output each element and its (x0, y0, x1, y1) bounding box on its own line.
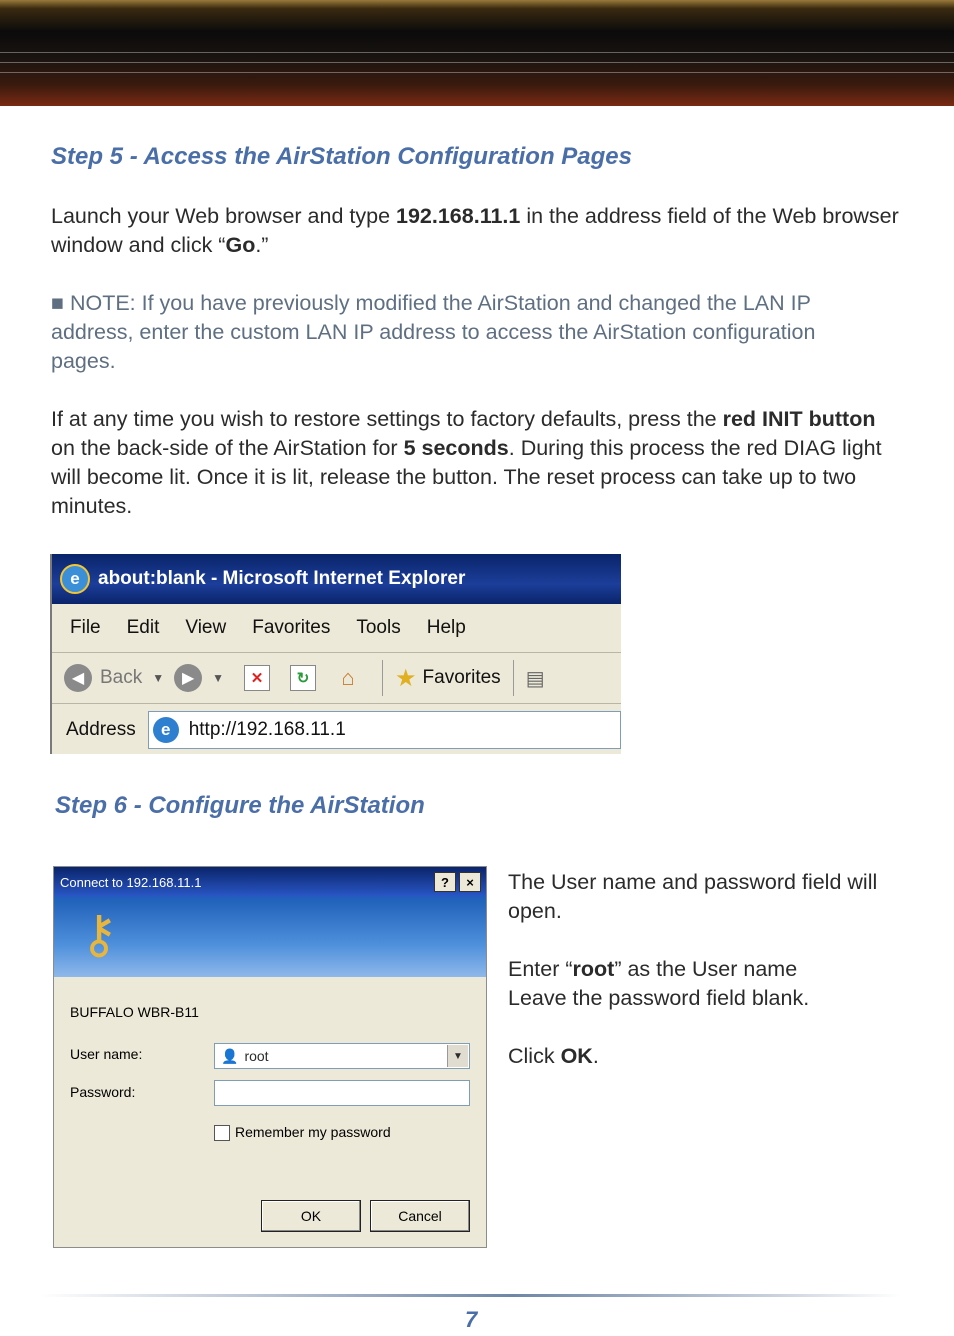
star-icon[interactable]: ★ (395, 664, 417, 692)
ok-word: OK (560, 1044, 593, 1068)
text: ” as the User name (614, 957, 798, 981)
note-paragraph: ■ NOTE: If you have previously modified the AirStation and changed the LAN IP address, enter the custom LAN IP address to access the AirStation configuration pages. (51, 291, 816, 373)
step5-paragraph-2 (51, 405, 896, 521)
menu-edit[interactable]: Edit (126, 617, 160, 638)
dialog-title-bar (54, 867, 486, 897)
ok-button[interactable]: OK (261, 1200, 361, 1232)
refresh-icon[interactable]: ↻ (290, 665, 316, 691)
root-word: root (572, 957, 615, 981)
step6-heading: Step 6 - Configure the AirStation (55, 792, 425, 819)
footer-rule (40, 1294, 900, 1297)
menu-view[interactable]: View (185, 617, 227, 638)
close-button[interactable]: × (459, 872, 481, 892)
menu-tools[interactable]: Tools (356, 617, 401, 638)
help-button[interactable]: ? (434, 872, 456, 892)
address-input[interactable] (148, 711, 621, 749)
ip-address: 192.168.11.1 (396, 204, 521, 228)
password-label: Password: (70, 1084, 136, 1100)
menu-favorites[interactable]: Favorites (252, 617, 331, 638)
home-icon[interactable]: ⌂ (341, 665, 355, 690)
ie-logo-icon: e (60, 564, 90, 594)
init-button-text: red INIT button (722, 407, 876, 431)
step6-instructions-1: The User name and password field will open. (508, 870, 878, 923)
device-name: BUFFALO WBR-B11 (70, 1004, 199, 1020)
step6-instructions-4 (508, 1042, 928, 1071)
seconds-text: 5 seconds (403, 436, 509, 460)
text: . (592, 1044, 599, 1068)
user-icon: 👤 (221, 1047, 239, 1064)
chevron-down-icon[interactable]: ▼ (212, 671, 225, 685)
media-icon[interactable]: ▤ (525, 667, 545, 690)
login-dialog (53, 866, 487, 1248)
text: . During this process the red DIAG light will become lit. Once it is lit, release the button. The reset process can take up to two minutes. (51, 436, 882, 518)
keys-icon: ⚷ (80, 906, 119, 964)
text: Click (508, 1044, 561, 1068)
user-name-value: root (244, 1048, 269, 1064)
text: Enter “ (508, 957, 573, 981)
toolbar-divider (382, 660, 383, 696)
menu-file[interactable]: File (70, 617, 101, 638)
step5-paragraph-1 (51, 202, 901, 260)
remember-checkbox[interactable] (214, 1125, 230, 1141)
cancel-button[interactable]: Cancel (370, 1200, 470, 1232)
toolbar-divider (513, 660, 514, 696)
browser-menu-bar (52, 604, 621, 653)
forward-arrow-icon[interactable]: ▶ (174, 664, 202, 692)
step6-instructions-3: Leave the password field blank. (508, 986, 810, 1010)
chevron-down-icon[interactable]: ▼ (152, 671, 165, 685)
remember-label: Remember my password (235, 1124, 391, 1140)
favorites-button[interactable]: Favorites (422, 667, 501, 688)
back-arrow-icon[interactable]: ◀ (64, 664, 92, 692)
back-button[interactable]: Back (100, 667, 143, 688)
password-field[interactable] (214, 1080, 470, 1106)
ie-page-icon: e (153, 717, 179, 743)
browser-title: about:blank - Microsoft Internet Explorer (98, 568, 466, 589)
text: on the back-side of the AirStation for (51, 436, 404, 460)
step5-heading: Step 5 - Access the AirStation Configuration Pages (51, 143, 632, 170)
step6-instructions-2 (508, 955, 928, 984)
dialog-banner (54, 897, 486, 977)
user-name-field[interactable] (214, 1043, 470, 1069)
text: Launch your Web browser and type (51, 204, 396, 228)
menu-help[interactable]: Help (426, 617, 466, 638)
page-number: 7 (465, 1307, 478, 1332)
go-word: Go (225, 233, 256, 257)
chevron-down-icon[interactable]: ▼ (447, 1045, 468, 1067)
browser-title-bar (52, 554, 621, 604)
browser-toolbar (52, 653, 621, 704)
dialog-title: Connect to 192.168.11.1 (60, 874, 202, 890)
stop-icon[interactable]: ✕ (244, 665, 270, 691)
header-banner (0, 0, 954, 106)
text: If at any time you wish to restore settings to factory defaults, press the (51, 407, 723, 431)
browser-screenshot (50, 554, 621, 754)
address-bar (52, 704, 621, 754)
address-value: http://192.168.11.1 (188, 719, 346, 740)
text: .” (255, 233, 269, 257)
text: in the address field of the Web browser window and click “ (51, 204, 899, 257)
address-label: Address (66, 719, 136, 740)
user-name-label: User name: (70, 1046, 143, 1062)
